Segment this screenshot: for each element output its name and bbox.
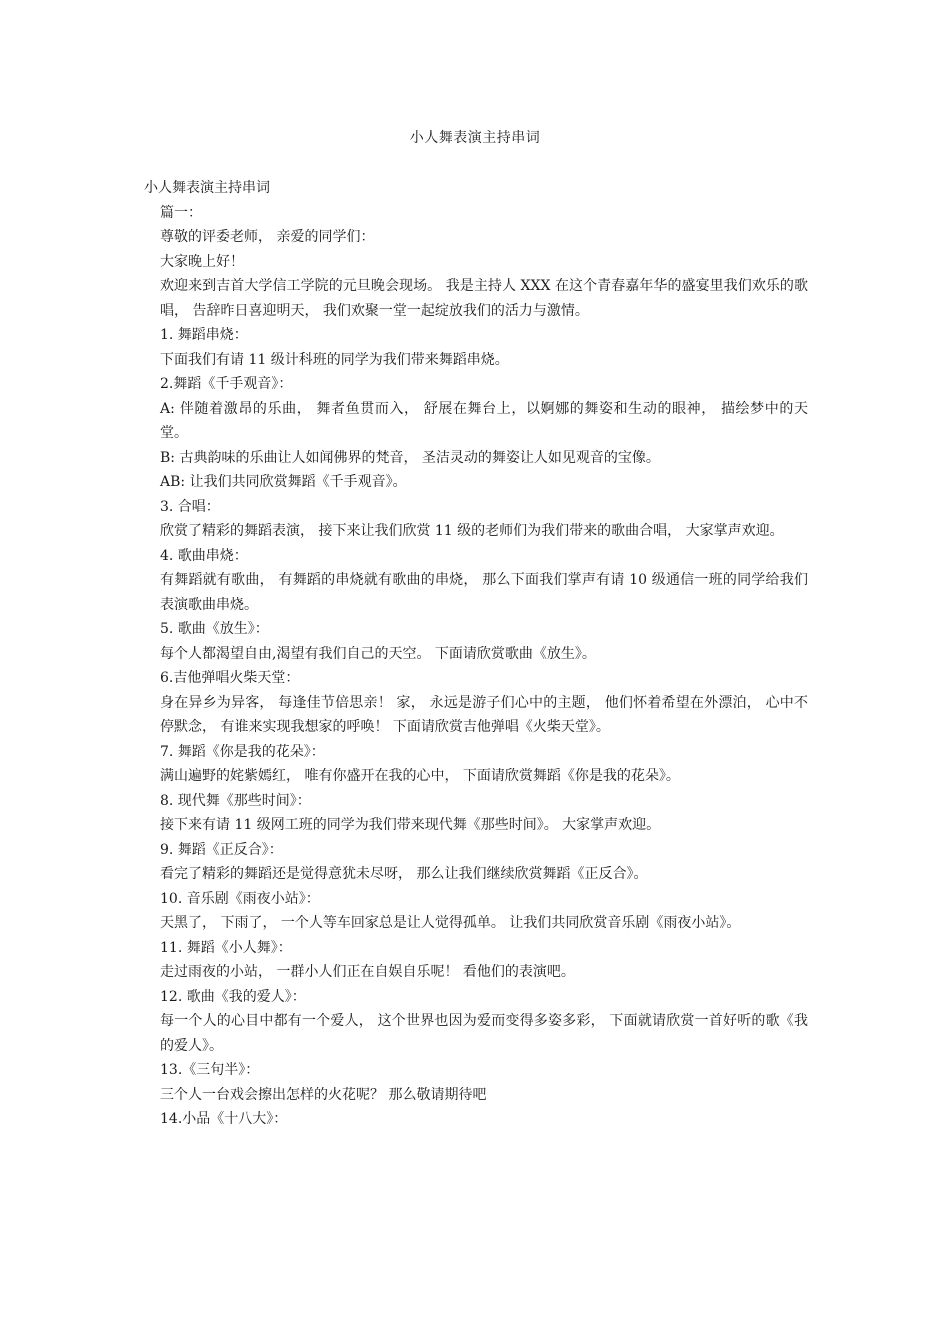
- section-heading: 10. 音乐剧《雨夜小站》：: [160, 890, 320, 907]
- section-heading: 1. 舞蹈串烧：: [160, 327, 248, 343]
- section-heading: 7. 舞蹈《你是我的花朵》：: [160, 743, 325, 760]
- section-heading: 8. 现代舞《那些时间》：: [160, 792, 311, 809]
- paragraph: 走过雨夜的小站， 一群小人们正在自娱自乐呢！ 看他们的表演吧。: [160, 964, 575, 980]
- section-heading: 9. 舞蹈《正反合》：: [160, 841, 283, 858]
- paragraph: AB: 让我们共同欣赏舞蹈《千手观音》。: [160, 474, 407, 490]
- paragraph: 每一个人的心目中都有一个爱人， 这个世界也因为爱而变得多姿多彩， 下面就请欣赏一首好听的歌《我的爱人》。: [160, 1013, 808, 1054]
- document-title: 小人舞表演主持串词: [409, 130, 541, 146]
- paragraph: B: 古典韵味的乐曲让人如闻佛界的梵音， 圣洁灵动的舞姿让人如见观音的宝像。: [160, 449, 660, 466]
- paragraph: 每个人都渴望自由,渴望有我们自己的天空。 下面请欣赏歌曲《放生》。: [160, 645, 596, 662]
- paragraph: 欢迎来到吉首大学信工学院的元旦晚会现场。 我是主持人 XXX 在这个青春嘉年华的盛宴里我们欢乐的歌唱， 告辞昨日喜迎明天， 我们欢聚一堂一起绽放我们的活力与激情。: [160, 278, 808, 319]
- paragraph: 接下来有请 11 级网工班的同学为我们带来现代舞《那些时间》。 大家掌声欢迎。: [160, 817, 661, 833]
- paragraph: 下面我们有请 11 级计科班的同学为我们带来舞蹈串烧。: [160, 351, 509, 368]
- paragraph: 身在异乡为异客， 每逢佳节倍思亲！ 家， 永远是游子们心中的主题， 他们怀着希望在外漂泊， 心中不停默念， 有谁来实现我想家的呼唤！ 下面请欣赏吉他弹唱《火柴天堂》。: [160, 694, 808, 735]
- section-heading: 13.《三句半》：: [160, 1062, 260, 1078]
- paragraph: 天黑了， 下雨了， 一个人等车回家总是让人觉得孤单。 让我们共同欣赏音乐剧《雨夜小站》。: [160, 915, 741, 931]
- section-heading: 12. 歌曲《我的爱人》：: [160, 988, 306, 1005]
- section-heading: 6.吉他弹唱火柴天堂：: [160, 670, 300, 686]
- section-heading: 14.小品《十八大》：: [160, 1111, 288, 1127]
- paragraph: 有舞蹈就有歌曲， 有舞蹈的串烧就有歌曲的串烧， 那么下面我们掌声有请 10 级通信一班的同学给我们表演歌曲串烧。: [160, 572, 808, 613]
- paragraph: 尊敬的评委老师， 亲爱的同学们：: [160, 229, 375, 245]
- paragraph: 看完了精彩的舞蹈还是觉得意犹未尽呀， 那么让我们继续欣赏舞蹈《正反合》。: [160, 866, 648, 882]
- document-body: [144, 176, 808, 1132]
- paragraph: 满山遍野的姹紫嫣红， 唯有你盛开在我的心中， 下面请欣赏舞蹈《你是我的花朵》。: [160, 768, 680, 784]
- paragraph: 三个人一台戏会擦出怎样的火花呢？ 那么敬请期待吧: [160, 1086, 487, 1103]
- paragraph: A: 伴随着激昂的乐曲， 舞者鱼贯而入， 舒展在舞台上，以婀娜的舞姿和生动的眼神， 描绘梦中的天堂。: [160, 400, 808, 441]
- section-heading: 5. 歌曲《放生》：: [160, 621, 269, 637]
- section-heading: 3. 合唱：: [160, 498, 220, 515]
- section-heading: 2.舞蹈《千手观音》：: [160, 376, 293, 392]
- section-heading: 4. 歌曲串烧：: [160, 547, 248, 564]
- section-heading: 11. 舞蹈《小人舞》：: [160, 939, 292, 956]
- paragraph: 欣赏了精彩的舞蹈表演， 接下来让我们欣赏 11 级的老师们为我们带来的歌曲合唱， 大家掌声欢迎。: [160, 523, 784, 539]
- body-heading: 小人舞表演主持串词: [144, 180, 270, 196]
- paragraph: 大家晚上好！: [160, 253, 244, 270]
- paragraph: 篇一：: [160, 204, 202, 221]
